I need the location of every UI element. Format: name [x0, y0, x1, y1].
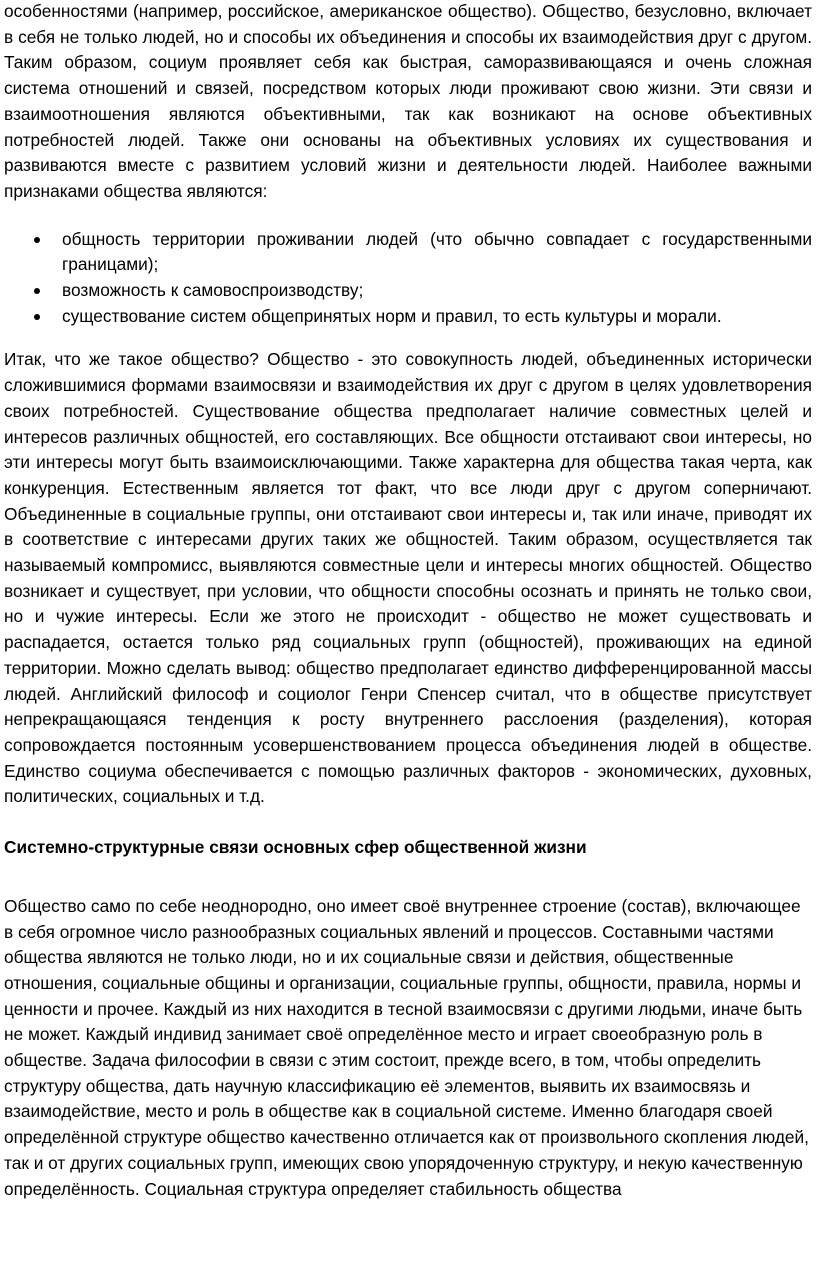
section-heading: Системно-структурные связи основных сфер общественной жизни [4, 837, 587, 858]
paragraph-what-is-society: Итак, что же такое общество? Общество - это совокупность людей, объединенных исторически сложившимися формами взаимосвязи и взаимодействия их друг с другом в целях удовлетворения своих потребностей. Существование общества предполагает наличие совместных целей и интересов различных общностей, его составляющих. Все общности отстаивают свои интересы, но эти интересы могут быть взаимоисключающими. Также характерна для общества такая черта, как конкуренция. Естественным является тот факт, что все люди друг с другом соперничают. Объединенные в социальные группы, они отстаивают свои интересы и, так или иначе, приводят их в соответствие с интересами других таких же общностей. Таким образом, осуществляется так называемый компромисс, выявляются совместные цели и интересы многих общностей. Общество возникает и существует, при условии, что общности способны осознать и принять не только свои, но и чужие интересы. Если же этого не происходит - общество не может существовать и распадается, остается только ряд социальных групп (общностей), проживающих на единой территории. Можно сделать вывод: общество предполагает единство дифференцированной массы людей. Английский философ и социолог Генри Спенсер считал, что в обществе присутствует непрекращающаяся тенденция к росту внутреннего расслоения (разделения), которая сопровождается постоянным усовершенствованием процесса объединения людей в обществе. Единство социума обеспечивается с помощью различных факторов - экономических, духовных, политических, социальных и т.д. [4, 349, 812, 807]
society-features-list [4, 227, 812, 330]
list-item-text: общность территории проживании людей (что обычно совпадает с государственными границами); [62, 228, 812, 275]
bullet-icon [34, 288, 40, 294]
bullet-icon [34, 237, 40, 243]
list-item [4, 278, 812, 304]
bullet-icon [34, 314, 40, 320]
paragraph-society-structure: Общество само по себе неоднородно, оно имеет своё внутреннее строение (состав), включающее в себя огромное число разнообразных социальных явлений и процессов. Составными частями общества являются не только люди, но и их социальные связи и действия, общественные отношения, социальные общины и организации, социальные группы, общности, правила, нормы и ценности и прочее. Каждый из них находится в тесной взаимосвязи с другими людьми, иначе быть не может. Каждый индивид занимает своё определённое место и играет своеобразную роль в обществе. Задача философии в связи с этим состоит, прежде всего, в том, чтобы определить структуру общества, дать научную классификацию её элементов, выявить их взаимосвязь и взаимодействие, место и роль в обществе как в социальной системе. Именно благодаря своей определённой структуре общество качественно отличается как от произвольного скопления людей, так и от других социальных групп, имеющих свою упорядоченную структуру, и некую качественную определённость. Социальная структура определяет стабильность общества [4, 895, 809, 1199]
list-item [4, 304, 812, 330]
list-item [4, 227, 812, 278]
list-item-text: существование систем общепринятых норм и правил, то есть культуры и морали. [62, 305, 722, 326]
list-item-text: возможность к самовоспроизводству; [62, 280, 364, 301]
paragraph-society-definition-intro: особенностями (например, российское, американское общество). Общество, безусловно, включает в себя не только людей, но и способы их объединения и способы их взаимодействия друг с другом. Таким образом, социум проявляет себя как быстрая, саморазвивающаяся и очень сложная система отношений и связей, посредством которых люди проживают свою жизни. Эти связи и взаимоотношения являются объективными, так как возникают на основе объективных потребностей людей. Также они основаны на объективных условиях их существования и развиваются вместе с развитием условий жизни и деятельности людей. Наиболее важными признаками общества являются: [4, 1, 812, 201]
